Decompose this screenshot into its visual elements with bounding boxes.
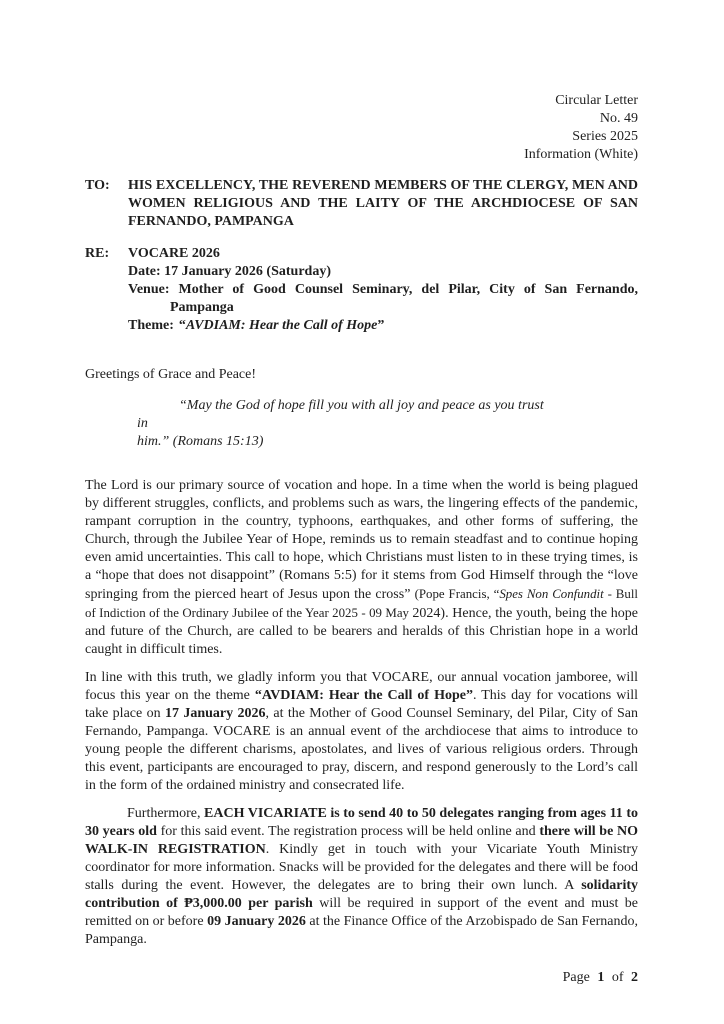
re-venue-line-2: Pampanga xyxy=(170,300,234,315)
footer-of-label: of xyxy=(611,970,624,985)
meta-line-classification: Information (White) xyxy=(524,147,638,162)
text-run: EACH VICARIATE is to send 40 to 50 delegates ranging from ages 11 to 30 years old xyxy=(85,806,638,839)
theme-text: AVDIAM: Hear the Call of Hope xyxy=(185,318,378,333)
text-run: will be required in support of the event and must be remitted on or before xyxy=(85,896,638,929)
re-block xyxy=(85,245,638,335)
text-run: 2024). Hence, the youth, being the hope and future of the Church, are called to be bearers and heralds of this Christian hope in a world caught in difficult times. xyxy=(85,606,638,657)
paragraph xyxy=(85,805,638,949)
paragraph xyxy=(85,669,638,795)
quote-line-2: him.” (Romans 15:13) xyxy=(137,434,264,449)
re-label: RE: xyxy=(85,246,110,261)
re-venue-line-1 xyxy=(128,281,638,299)
text-run: The Lord is our primary source of vocation and hope. In a time when the world is being plagued by different struggles, conflicts, and problems such as wars, the lingering effects of the pandemic, rampant corruption in the country, typhoons, earthquakes, and other forms of suffering, the Church, through the Jubilee Year of Hope, reminds us to remain steadfast and to continue hoping even amid uncertainties. This call to hope, which Christians must listen to in these trying times, is a “hope that does not disappoint” (Romans 5:5) for it stems from God Himself through the “love springing from the pierced heart of Jesus upon the cross” xyxy=(85,478,638,602)
theme-close-quote: ” xyxy=(377,318,385,333)
re-subject: VOCARE 2026 xyxy=(128,246,220,261)
text-run: solidarity contribution of ₱3,000.00 per parish xyxy=(85,878,638,911)
to-text: HIS EXCELLENCY, THE REVEREND MEMBERS OF THE CLERGY, MEN AND WOMEN RELIGIOUS AND THE LAITY OF THE ARCHDIOCESE OF SAN FERNANDO, PAMPANGA xyxy=(128,178,638,229)
paragraph xyxy=(85,477,638,659)
re-date: Date: 17 January 2026 (Saturday) xyxy=(128,264,331,279)
text-run: 09 January 2026 xyxy=(207,914,306,929)
text-run: 17 January 2026 xyxy=(164,706,266,721)
re-venue xyxy=(128,281,638,317)
letter-body xyxy=(85,477,638,949)
text-run: - Bull of Indiction of the Ordinary Jubilee of the Year 2025 - 09 May xyxy=(85,587,638,620)
text-run: for this said event. The registration process will be held online and xyxy=(156,824,540,839)
meta-line-number: No. 49 xyxy=(599,111,638,126)
text-run: , at the Mother of Good Counsel Seminary, del Pilar, City of San Fernando, Pampanga. VOCARE is an annual event of the archdiocese that aims to introduce to young people the different charisms, apostolates, and lives of various religious orders. Through this event, participants are encouraged to pray, discern, and respond generously to the Lord’s call in the form of the ordained ministry and consecrated life. xyxy=(85,706,638,793)
re-body xyxy=(128,245,638,335)
theme-open-quote: “ xyxy=(178,318,186,333)
total-pages: 2 xyxy=(631,970,638,985)
page-number: 1 xyxy=(597,970,605,985)
text-run: (Pope Francis, “ xyxy=(414,587,500,601)
venue-text: Mother of Good Counsel Seminary, del Pilar, City of San Fernando, xyxy=(178,282,639,297)
text-run: “AVDIAM: Hear the Call of Hope” xyxy=(254,688,473,703)
text-run: . This day for vocations will take place on xyxy=(85,688,639,721)
meta-line-circular-letter: Circular Letter xyxy=(555,93,638,108)
page-footer xyxy=(85,969,638,987)
footer-page-label: Page xyxy=(562,970,590,985)
to-block xyxy=(85,177,638,231)
text-run: In line with this truth, we gladly inform you that VOCARE, our annual vocation jamboree, will focus this year on the theme xyxy=(85,670,638,703)
re-theme xyxy=(128,317,638,335)
theme-label: Theme: xyxy=(128,318,174,333)
letterhead-meta xyxy=(85,92,638,164)
text-run: Spes Non Confundit xyxy=(499,587,604,601)
text-run: . Kindly get in touch with your Vicariate Youth Ministry coordinator for more information. Snacks will be provided for the delegates and there will be food stalls during the event. However, the delegates are to bring their own lunch. A xyxy=(85,842,638,893)
quote-line-1: “May the God of hope fill you with all joy and peace as you trust in xyxy=(137,398,544,431)
scripture-quote xyxy=(137,397,548,451)
greeting: Greetings of Grace and Peace! xyxy=(85,367,257,382)
meta-line-series: Series 2025 xyxy=(572,129,638,144)
to-label: TO: xyxy=(85,178,110,193)
text-run: Furthermore, xyxy=(127,806,205,821)
text-run: at the Finance Office of the Arzobispado de San Fernando, Pampanga. xyxy=(85,914,639,947)
text-run: there will be NO WALK-IN REGISTRATION xyxy=(85,824,638,857)
venue-label: Venue: xyxy=(128,282,170,297)
